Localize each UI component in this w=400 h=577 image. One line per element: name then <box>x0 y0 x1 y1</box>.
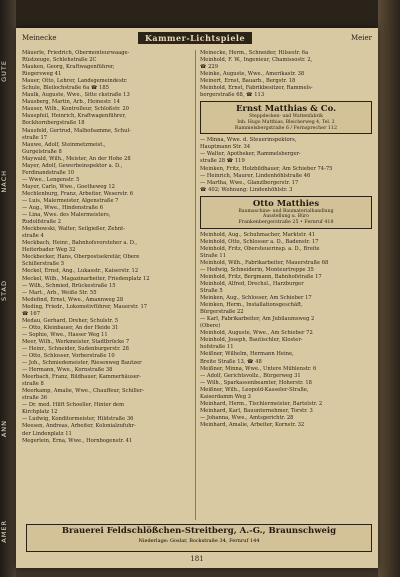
directory-entry: Maulk, Auguste, Wwe., Sitte ckstraße 13 <box>22 92 130 99</box>
ad-title: Otto Matthies <box>252 198 320 209</box>
directory-entry: Meinhold, Alfred, Drechsl., Harzburger <box>200 281 304 287</box>
directory-entry: — Sophie, Wwe., Hasser Weg 11 <box>22 331 108 338</box>
directory-entry: — Ludwig, Konditormeister, Hildstraße 36 <box>22 416 134 423</box>
advertisement-otto-matthies <box>200 196 372 229</box>
advertisement-matthias-co <box>200 101 372 134</box>
ad-subtitle: Steppdecken- und Wattenfabrik <box>249 114 323 120</box>
spine-tab: AMER <box>0 520 8 543</box>
directory-entry: Meinhold, Fritz, Bergmann, Bahnhofstraße 17 <box>200 273 322 280</box>
directory-entry: — Wilh., Schmied, Brückestraße 15 <box>22 282 116 289</box>
directory-entry: — Adolf, Gerichtsvollz., Bürgerweg 31 <box>200 372 301 379</box>
directory-entry: Schule, Bleilochstraße 6a ☎ 185 <box>22 85 109 92</box>
directory-entry: — Martha, Wwe., Glanzlbergerstr. 17 <box>200 179 299 186</box>
directory-entry: Meerkamp, Amalie, Wwe., Chauffeur, Schiller- <box>22 388 145 395</box>
directory-entry: — Wwe., Lengenstr. 5 <box>22 176 80 183</box>
directory-entry: — Otto, Kleinbauer, An der Heide 31 <box>22 324 119 331</box>
directory-entry: Medau, Gerhard, Dreher, Schulstr. 5 <box>22 317 119 324</box>
directory-entry: Straße 5 <box>200 288 223 295</box>
directory-entry: — Aug., Wwe., Hindenstraße 6 <box>22 205 104 212</box>
footer-ad-subtitle: Niederlage: Goslar, Bockstraße 34, Fernruf 144 <box>138 538 260 544</box>
directory-entry: Maywald, Wilh., Meister, An der Hohe 28 <box>22 155 131 162</box>
directory-entry: Mäuerle, Friedrich, Obermonteurwaage- <box>22 50 130 56</box>
directory-entry: der Lindenplatz 11 <box>22 430 72 437</box>
directory-entry: Meinecke, Herm., Schneider, Hilsestr. 6a <box>200 50 309 56</box>
directory-entry: Bürgerstraße 22 <box>200 309 244 316</box>
directory-entry: straße 8 <box>22 381 44 388</box>
window-top-edge <box>0 0 400 28</box>
directory-entry: Mauer, Otto, Lehrer, Landsgemeindestr. <box>22 78 128 85</box>
directory-entry: hofstraße 11 <box>200 344 234 351</box>
directory-entry: Meinhold, Ernst, Fabrikbesitzer, Rammels- <box>200 85 313 92</box>
directory-entry: Breite Straße 13, ☎ 48 <box>200 358 262 365</box>
right-column-mid-entries <box>200 137 372 193</box>
directory-entry: Meinhard, Karl, Bauunternehmer, Torstr. 3 <box>200 407 313 414</box>
directory-entry: Meinhold, Joseph, Bautischler, Kloster- <box>200 337 303 344</box>
directory-entry: Mausberg, Martin, Arb., Heinestr. 14 <box>22 99 120 106</box>
directory-entry: — Johanna, Wwe., Amtsgerichtr. 28 <box>200 414 294 421</box>
directory-entry: straße 28 ☎ 119 <box>200 158 245 165</box>
column-divider <box>195 50 196 520</box>
spine-tab: ANN <box>0 420 8 438</box>
directory-entry: Schillerstraße 5 <box>22 261 65 268</box>
ad-subtitle: Baumaschine- und Baumaterialhandlung <box>238 208 334 214</box>
spine-tab: STAD <box>0 280 8 302</box>
directory-entry: Meinken, Herm., Installationsgeschäft, <box>200 302 303 309</box>
directory-entry: bergerstraße 68, ☎ 113 <box>200 92 265 99</box>
right-column-top-entries <box>200 50 372 99</box>
directory-entry: Meinken, Aug., Schlosser, Am Schieber 17 <box>200 295 312 302</box>
directory-entry: — Karl, Fabrikarbeiter, Am Jubilaumsweg 2 <box>200 316 315 323</box>
directory-entry: Mayer, Carlo, Wwe., Goetheweg 12 <box>22 183 115 190</box>
directory-entry: Kirchplatz 12 <box>22 409 58 416</box>
ad-title: Ernst Matthias & Co. <box>235 104 337 115</box>
directory-entry: Mechlenburg, Franz, Arbeiter, Weserstr. 6 <box>22 190 134 197</box>
spine-tab: GUTE <box>0 60 8 82</box>
right-column <box>200 50 372 429</box>
directory-entry: — Heinr., Schneider, Sudenburgerstr. 28 <box>22 345 129 352</box>
directory-entry: — Joh., Schmiedemeister, Riesenweg Bautzer <box>22 360 142 367</box>
directory-entry: Mauken, Georg, Kraftwagenführer, <box>22 64 115 71</box>
ad-contact: Rammelsbergstraße 6 / Fernsprecher 112 <box>234 125 338 131</box>
directory-entry: — Mart., Arb., Weiße Str. 55 <box>22 289 97 296</box>
header-left-keyword: Meinecke <box>22 34 57 42</box>
directory-entry: Meißner, Minna, Wwe., Untere Mühlenstr. 6 <box>200 365 317 372</box>
directory-entry: — Otto, Schlosser, Vorberstraße 10 <box>22 353 115 360</box>
directory-entry: Heiterbader Weg 32 <box>22 247 76 254</box>
directory-entry: Meinhold, Wilh., Fabrikarbeiter, Mauerstraße 68 <box>200 259 329 266</box>
directory-entry: Mauser, Wilh., Kontrolleur, Schloßstr. 20 <box>22 106 129 113</box>
directory-entry: — Luis, Malermeister, Algenstraße 7 <box>22 197 119 204</box>
directory-entry: Meckel, Wilh., Magazinarbeiter, Friedenplatz 12 <box>22 275 150 282</box>
directory-entry: Meißner, Wilhelm, Hermann Heine, <box>200 351 294 358</box>
directory-entry: — Wilh., Sparkassenbeamter, Hoherstr. 18 <box>200 379 312 386</box>
footer-ad-title: Brauerei Feldschlößchen-Streitberg, A.-G., Braunschweig <box>61 526 337 536</box>
directory-entry: Meer, Wilh., Werkmeister, Stadtbrücke 7 <box>22 338 130 345</box>
left-column <box>22 50 190 445</box>
directory-entry: Meinhold, F. W., Ingenieur, Chamissostr. 2, <box>200 57 313 64</box>
directory-entry: Rudolfstraße 2 <box>22 219 62 226</box>
directory-entry: Kaiserdamm Weg 3 <box>200 393 251 400</box>
directory-entry: Bockhornbergstraße 18 <box>22 120 85 127</box>
right-column-bottom-entries <box>200 232 372 429</box>
directory-entry: Meckel, Ernst, Ang., Lukasstr., Kaiserstr. 12 <box>22 268 139 275</box>
directory-entry: straße 4 <box>22 233 44 240</box>
header-right-keyword: Meier <box>350 34 372 42</box>
directory-entry: Meinhard, Herm., Tischlermeister, Bartelstr. 2 <box>200 400 323 407</box>
directory-entry: Meinhold, Otto, Schlosser a. D., Badenstr. 17 <box>200 238 319 245</box>
directory-entry: — Hermann, Wwe., Kornstraße 38 <box>22 367 113 374</box>
directory-entry: (Obere) <box>200 323 221 330</box>
directory-entry: Meinert, Ernst, Bauarb., Bergstr. 18 <box>200 78 296 85</box>
header-advertisement-title: Kammer-Lichtspiele <box>138 32 252 44</box>
directory-entry: Meesen, Andreas, Arbeiter, Kolonialzufuhr- <box>22 423 136 430</box>
directory-entry: — Lina, Wwe. des Malermeisters, <box>22 212 111 219</box>
directory-entry: — Dr. med. Hilft Schoeller, Hinter dem <box>22 402 125 409</box>
directory-entry: Meinhold, Fritz, Obersteuerinsp. a. D., Breite <box>200 245 320 252</box>
book-spine <box>0 0 16 577</box>
page-stack-edge <box>378 0 400 577</box>
directory-entry: Mausfeld, Gertrud, Malhofsamme, Schul- <box>22 127 131 134</box>
directory-entry: Mauwe, Adolf, Steinmetzmeist., <box>22 141 106 148</box>
directory-entry: Meinke, Auguste, Wwe., Amerikastr. 38 <box>200 71 305 78</box>
directory-entry: Meinhold, Auguste, Wwe., Am Schieber 72 <box>200 330 313 337</box>
ad-contact: Frankenbergerstraße 25 • Fernruf 418 <box>238 219 334 225</box>
directory-entry: — Hedwig, Schneiderin, Monteurtreppe 35 <box>200 266 314 273</box>
directory-entry: Meerbach, Franz, Bildhauer, Kammerhäuser- <box>22 374 142 381</box>
directory-entry: Meding, Friedr., Lokomotivführer, Mauerstr. 17 <box>22 303 148 310</box>
ad-owner: Inh. Hugo Matthias, Bleicherweg 4, Tel. 2 <box>237 119 335 125</box>
directory-entry: Ferdinandstraße 10 <box>22 169 75 176</box>
directory-entry: Mauspfeil, Heinrich, Kraftwagenführer, <box>22 113 127 120</box>
directory-entry: Meinhard, Amalie, Arbeiter, Kornstr. 32 <box>200 421 305 428</box>
spine-tab: NACH <box>0 170 8 193</box>
footer-advertisement-brewery <box>26 524 372 552</box>
directory-entry: — Minna, Wwe. d. Steuerinspektors, <box>200 137 297 144</box>
directory-entry: Meckbecker, Hans, Oberpostsekretär, Obere <box>22 254 140 261</box>
directory-entry: straße 36 <box>22 395 48 402</box>
directory-entry: Meißner, Wilh., Leopold-Kasseler-Straße, <box>200 386 309 393</box>
directory-entry: Gurgelstraße 8 <box>22 148 62 155</box>
directory-entry: Hauptmann Str. 34 <box>200 144 251 151</box>
directory-entry: — Walter, Apotheker, Rammelsberger- <box>200 151 301 158</box>
directory-entry: Straße 11 <box>200 252 226 259</box>
directory-entry: Meckbach, Heinr., Bahnhofsvorsteher a. D., <box>22 240 138 247</box>
directory-entry: Mayer, Adolf, Gewerbeinspektor a. D., <box>22 162 123 169</box>
directory-entry: straße 17 <box>22 134 48 141</box>
directory-entry: ☎ 167 <box>22 310 41 317</box>
directory-entry: — Heinrich, Maurer, Lindenhöhlstraße 46 <box>200 172 311 179</box>
directory-entry: ☎ 402; Wohnung: Lindenhöhlstr. 3 <box>200 186 293 193</box>
page-number: 181 <box>190 555 204 563</box>
directory-page <box>16 28 378 568</box>
ad-note: Ausstellung u. Büro <box>263 214 309 220</box>
directory-entry: ☎ 229 <box>200 64 219 71</box>
directory-entry: Megerlein, Erna, Wwe., Hornbogenstr. 41 <box>22 437 133 444</box>
directory-entry: Medefind, Ernst, Wwe., Amannweg 28 <box>22 296 124 303</box>
directory-entry: Meckbowski, Walter, Seilgießer, Zehnt- <box>22 226 125 233</box>
directory-entry: Meinken, Fritz, Holzbildhauer, Am Schieber 74-75 <box>200 165 333 172</box>
directory-entry: Riegersweg 41 <box>22 71 62 78</box>
directory-entry: Meinhold, Aug., Schuhmacher, Marktstr. 41 <box>200 231 316 238</box>
directory-entry: Rüstzeuge, Schlehstraße 2C <box>22 57 97 64</box>
